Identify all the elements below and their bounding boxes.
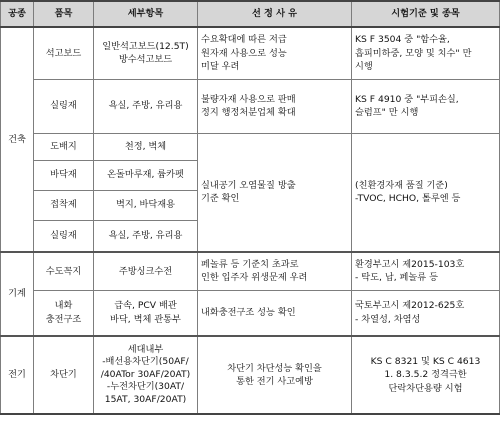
reason-sealant: 불량자재 사용으로 판매 정지 행정처분업체 확대 (198, 79, 352, 133)
std-eco-material: (친환경자재 품질 기준) -TVOC, HCHO, 톨루엔 등 (352, 133, 500, 252)
item-faucet: 수도꼭지 (34, 252, 94, 290)
sub-wallpaper: 천정, 벽체 (94, 133, 198, 160)
sub-breaker: 세대내부 -배선용차단기(50AF/ /40ATor 30AF/20AT) -누전차단기(30AT/ 15AT, 30AF/20AT) (94, 336, 198, 414)
group-mechanical: 기계 (1, 252, 34, 336)
item-flooring: 바닥재 (34, 160, 94, 190)
header-row (1, 1, 500, 27)
sub-fireproof: 급속, PCV 배관 바닥, 벽체 관통부 (94, 290, 198, 336)
header-trade: 공종 (1, 1, 34, 27)
header-detail: 세부항목 (94, 1, 198, 27)
item-adhesive: 접착제 (34, 190, 94, 220)
sub-flooring: 온돌마루재, 륨카펫 (94, 160, 198, 190)
table-row (1, 290, 500, 336)
table-row (1, 79, 500, 133)
item-wallpaper: 도배지 (34, 133, 94, 160)
item-gypsum: 석고보드 (34, 27, 94, 79)
reason-faucet: 페놀류 등 기준치 초과로 인한 입주자 위생문제 우려 (198, 252, 352, 290)
reason-gypsum: 수요확대에 따른 저급 원자재 사용으로 성능 미달 우려 (198, 27, 352, 79)
reason-indoor-air: 실내공기 오염물질 방출 기준 확인 (198, 133, 352, 252)
header-reason: 선 정 사 유 (198, 1, 352, 27)
std-breaker: KS C 8321 및 KS C 4613 1. 8.3.5.2 정격극한 단락차단용량 시험 (352, 336, 500, 414)
table-row (1, 252, 500, 290)
item-breaker: 차단기 (34, 336, 94, 414)
sub-gypsum: 일반석고보드(12.5T) 방수석고보드 (94, 27, 198, 79)
sub-sealant: 욕실, 주방, 유리용 (94, 79, 198, 133)
reason-breaker: 차단기 차단성능 확인을 통한 전기 사고예방 (198, 336, 352, 414)
item-sealant: 실링재 (34, 79, 94, 133)
sub-adhesive: 벽지, 바닥재용 (94, 190, 198, 220)
item-fireproof: 내화 충전구조 (34, 290, 94, 336)
reason-fireproof: 내화충전구조 성능 확인 (198, 290, 352, 336)
table-row (1, 336, 500, 414)
group-electrical: 전기 (1, 336, 34, 414)
sub-faucet: 주방싱크수전 (94, 252, 198, 290)
std-gypsum: KS F 3504 중 "함수율, 흡피미하중, 모양 및 치수" 만 시행 (352, 27, 500, 79)
sub-sealant-2: 욕실, 주방, 유리용 (94, 220, 198, 252)
table-row (1, 133, 500, 160)
std-faucet: 환경부고시 제2015-103호 - 탁도, 납, 페놀류 등 (352, 252, 500, 290)
group-building: 건축 (1, 27, 34, 252)
table-row (1, 27, 500, 79)
std-fireproof: 국토부고시 제2012-625호 - 차열성, 차염성 (352, 290, 500, 336)
header-standard: 시험기준 및 종목 (352, 1, 500, 27)
std-sealant: KS F 4910 중 "부피손실, 슬럼프" 만 시행 (352, 79, 500, 133)
header-item: 품목 (34, 1, 94, 27)
item-sealant-2: 실링재 (34, 220, 94, 252)
